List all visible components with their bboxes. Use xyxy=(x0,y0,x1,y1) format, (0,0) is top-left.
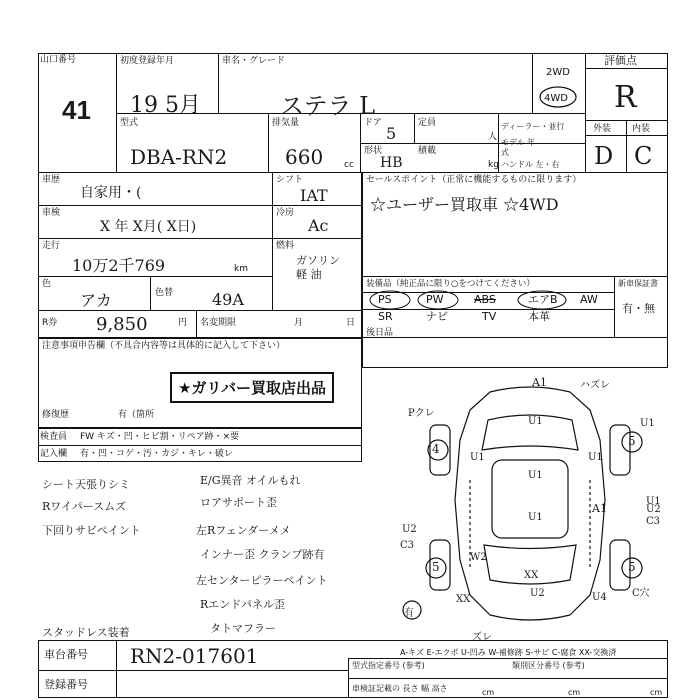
note-line: シート天張りシミ xyxy=(42,478,130,491)
handle-label: ハンドル 左・右 xyxy=(501,160,560,169)
capacity-label: 定員 xyxy=(418,118,437,128)
notes-header: 注意事項申告欄（不具合内容等は具体的に記入して下さい） xyxy=(42,341,286,351)
recycle-label: R券 xyxy=(42,318,58,328)
diagram-legend: A-キズ E-エクボ U-凹み W-補修跡 S-サビ C-腐食 XX-交換済 xyxy=(400,648,617,657)
shape-label: 形状 xyxy=(364,146,383,156)
diagram-label: XX xyxy=(524,570,539,581)
color-label: 色 xyxy=(42,279,52,289)
inspection-value: X 年 X月( X日) xyxy=(100,219,197,235)
shift-label: シフト xyxy=(276,175,304,185)
mileage-label: 走行 xyxy=(42,241,61,251)
cm-unit: cm xyxy=(650,688,663,697)
diagram-label: 5 xyxy=(628,560,636,574)
equip-pw: PW xyxy=(426,293,444,306)
drive-4wd: 4WD xyxy=(544,93,568,104)
entry-row: 有・凹・コゲ・汚・カジ・キレ・破レ xyxy=(80,449,233,459)
equip-leather: 本革 xyxy=(528,310,550,323)
recycle-value: 9,850 xyxy=(96,314,148,335)
cm-unit: cm xyxy=(482,688,495,697)
note-line: 左センターピラーペイント xyxy=(196,574,328,587)
month-unit: 月 xyxy=(294,318,304,328)
diagram-label: Pクレ xyxy=(408,408,435,419)
note-line: 左Rフェンダーメメ xyxy=(196,524,291,537)
dealer-label: ディーラー・並行 xyxy=(501,122,565,131)
inspector-row: FW キズ・凹・ヒビ割・リペア跡・×要 xyxy=(80,432,240,442)
diagram-label: 5 xyxy=(628,434,636,448)
equip-tv: TV xyxy=(482,310,497,323)
diagram-label: U1 xyxy=(588,452,603,463)
diagram-label: A1 xyxy=(592,502,607,515)
diagram-label: A1 xyxy=(532,376,547,389)
score-value: R xyxy=(614,80,637,115)
lot-number: 41 xyxy=(62,95,91,125)
engine-label: 登録番号 xyxy=(44,678,88,691)
history-label: 車歴 xyxy=(42,175,61,185)
gulliver-stamp: ★ガリバー買取店出品 xyxy=(170,372,334,403)
model-value: DBA-RN2 xyxy=(130,145,228,169)
car-name-label: 車名・グレード xyxy=(222,56,286,66)
doors-value: 5 xyxy=(386,124,397,143)
note-line: ロアサポート歪 xyxy=(200,496,277,509)
yen-unit: 円 xyxy=(178,318,188,328)
mileage-value: 10万2千769 xyxy=(72,256,166,275)
diagram-label: U2 xyxy=(530,588,545,599)
car-name-value: ステラ L xyxy=(280,92,376,120)
back-section xyxy=(362,338,668,368)
warranty-value: 有・無 xyxy=(622,302,655,315)
equip-airbag: エアB xyxy=(528,293,558,306)
load-label: 積載 xyxy=(418,146,437,156)
color-code: 49A xyxy=(212,290,244,309)
reg-year-value: 19 5月 xyxy=(130,93,201,118)
note-line: Rエンドパネル歪 xyxy=(200,598,286,611)
diagram-label: U1 xyxy=(646,496,661,507)
diagram-label: XX xyxy=(456,594,471,605)
ac-value: Ac xyxy=(308,216,329,235)
diagram-label: U1 xyxy=(528,470,543,481)
equipment-label: 装備品（純正品に限り○をつけてください） xyxy=(366,279,535,289)
diagram-label: U1 xyxy=(528,416,543,427)
ac-label: 冷房 xyxy=(276,208,295,218)
repair-label: 修復歴 xyxy=(42,410,70,420)
ext-label: 外装 xyxy=(593,124,612,134)
equip-navi: ナビ xyxy=(426,310,448,323)
cm-unit: cm xyxy=(568,688,581,697)
inspector-label: 検査員 xyxy=(40,432,68,442)
chassis-value: RN2-017601 xyxy=(130,644,259,668)
diagram-label: C穴 xyxy=(632,588,650,599)
km-unit: km xyxy=(234,264,248,274)
repaint-label: 色替 xyxy=(155,288,174,298)
diagram-label: 4 xyxy=(432,442,440,456)
diagram-label: U2 xyxy=(402,524,417,535)
doors-label: ドア xyxy=(364,118,382,128)
drive-circle xyxy=(538,86,578,108)
equip-sr: SR xyxy=(378,310,393,323)
displacement-label: 排気量 xyxy=(272,118,300,128)
diagram-label: 有 xyxy=(404,608,414,619)
history-value: 自家用・( xyxy=(80,185,142,201)
diagram-label: U1 xyxy=(470,452,485,463)
diagram-label: ハズレ xyxy=(580,380,610,391)
diagram-label: U2 xyxy=(646,504,661,515)
back-seat-label: 後日品 xyxy=(366,328,394,338)
note-line: スタッドレス装着 xyxy=(42,626,130,639)
shape-value: HB xyxy=(380,155,403,171)
dims-label: 車検証記載の 長さ 幅 高さ xyxy=(352,684,448,693)
score-label: 評価点 xyxy=(604,54,637,67)
int-label: 内装 xyxy=(632,124,651,134)
repair-value: 有（箇所 xyxy=(118,410,155,420)
inspection-label: 車検 xyxy=(42,208,61,218)
note-line: 下回りサビペイント xyxy=(42,524,141,537)
note-line: タトマフラー xyxy=(210,622,276,635)
day-unit: 日 xyxy=(346,318,356,328)
note-line: Rワイパースムズ xyxy=(42,500,127,513)
expiry-label: 名変期限 xyxy=(200,318,237,328)
diagram-label: W2 xyxy=(470,552,487,563)
int-value: C xyxy=(634,142,653,170)
fuel-value: ガソリン xyxy=(296,254,340,267)
note-line: E/G異音 オイルもれ xyxy=(200,474,301,487)
diagram-label: C3 xyxy=(646,516,661,527)
model-year-label: モデル 年式 xyxy=(501,138,536,157)
model-label: 型式 xyxy=(120,118,139,128)
equip-aw: AW xyxy=(580,293,598,306)
fuel-label: 燃料 xyxy=(276,241,295,251)
diagram-label: C3 xyxy=(400,540,415,551)
displacement-value: 660 xyxy=(285,145,324,169)
reg-year-label: 初度登録年月 xyxy=(120,56,175,66)
region-label: 山口番号 xyxy=(40,55,77,65)
warranty-label: 新車保証書 xyxy=(618,279,658,288)
equip-ps: PS xyxy=(378,293,392,306)
equipment-circles xyxy=(366,288,666,315)
entry-label: 記入欄 xyxy=(40,449,68,459)
chassis-label: 車台番号 xyxy=(44,648,88,661)
equip-abs: ABS xyxy=(474,293,496,306)
cc-unit: cc xyxy=(344,160,354,170)
diagram-label: U1 xyxy=(640,418,655,429)
drive-2wd: 2WD xyxy=(546,67,570,78)
category-label: 類別区分番号 (参考) xyxy=(512,661,585,670)
diagram-label: 5 xyxy=(432,560,440,574)
diagram-label: ズレ xyxy=(472,632,492,643)
sales-points-value: ☆ユーザー買取車 ☆4WD xyxy=(370,195,559,214)
diagram-label: U4 xyxy=(592,592,607,603)
color-value: アカ xyxy=(80,291,112,310)
kg-unit: kg xyxy=(488,160,499,170)
type-label: 型式指定番号 (参考) xyxy=(352,661,425,670)
diagram-label: U1 xyxy=(528,512,543,523)
fuel-option: 軽 油 xyxy=(296,268,322,281)
person-unit: 人 xyxy=(488,132,498,142)
sales-points-label: セールスポイント（正常に機能するものに限ります） xyxy=(366,175,582,185)
shift-value: IAT xyxy=(300,186,328,205)
ext-value: D xyxy=(594,142,614,170)
note-line: インナー歪 クランプ跡有 xyxy=(200,548,325,561)
